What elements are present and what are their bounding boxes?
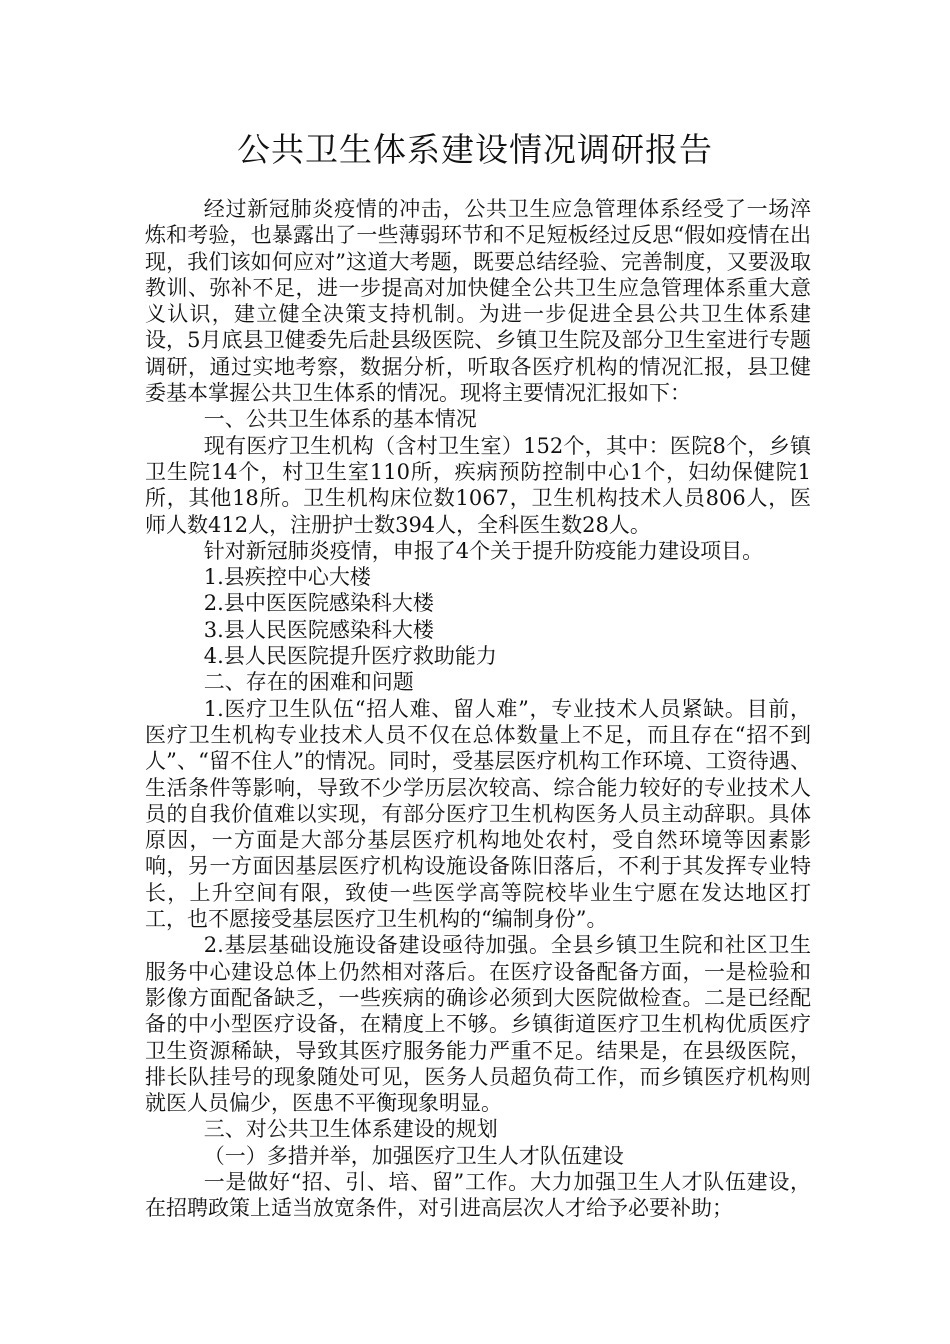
list-item: 3.县人民医院感染科大楼 — [203, 617, 434, 642]
paragraph-problem-2: 2.基层基础设施设备建设亟待加强。全县乡镇卫生院和社区卫生服务中心建设总体上仍然相对落后。在医疗设备配备方面，一是检验和影像方面配备缺乏，一些疾病的确诊必须到大医院做检查。二是已经配备的中小型医疗设备，在精度上不够。乡镇街道医疗卫生机构优质医疗卫生资源稀缺，导致其医疗服务能力严重不足。结果是，在县级医院，排长队挂号的现象随处可见，医务人员超负荷工作，而乡镇医疗机构则就医人员偏少，医患不平衡现象明显。 — [145, 933, 811, 1116]
section-heading-3: 三、对公共卫生体系建设的规划 — [203, 1117, 498, 1142]
paragraph-institutions: 现有医疗卫生机构（含村卫生室）152个，其中：医院8个，乡镇卫生院14个，村卫生室110所，疾病预防控制中心1个，妇幼保健院1所，其他18所。卫生机构床位数1067，卫生机构技术人员806人，医师人数412人，注册护士数394人，全科医生数28人。 — [145, 433, 811, 537]
paragraph-intro: 经过新冠肺炎疫情的冲击，公共卫生应急管理体系经受了一场淬炼和考验，也暴露出了一些薄弱环节和不足短板经过反思“假如疫情在出现，我们该如何应对”这道大考题，既要总结经验、完善制度，又要汲取教训、弥补不足，进一步提高对加快健全公共卫生应急管理体系重大意义认识，建立健全决策支持机制。为进一步促进全县公共卫生体系建设，5月底县卫健委先后赴县级医院、乡镇卫生院及部分卫生室进行专题调研，通过实地考察，数据分析，听取各医疗机构的情况汇报，县卫健委基本掌握公共卫生体系的情况。现将主要情况汇报如下： — [145, 197, 811, 406]
paragraph-plan-1: 一是做好“招、引、培、留”工作。大力加强卫生人才队伍建设，在招聘政策上适当放宽条件，对引进高层次人才给予必要补助； — [145, 1169, 811, 1221]
document-title: 公共卫生体系建设情况调研报告 — [237, 130, 713, 169]
paragraph-problem-1: 1.医疗卫生队伍“招人难、留人难”，专业技术人员紧缺。目前，医疗卫生机构专业技术人员不仅在总体数量上不足，而且存在“招不到人”、“留不住人”的情况。同时，受基层医疗机构工作环境、工资待遇、生活条件等影响，导致不少学历层次较高、综合能力较好的专业技术人员的自我价值难以实现，有部分医疗卫生机构医务人员主动辞职。具体原因，一方面是大部分基层医疗机构地处农村，受自然环境等因素影响，另一方面因基层医疗机构设施设备陈旧落后，不利于其发挥专业特长，上升空间有限，致使一些医学高等院校毕业生宁愿在发达地区打工，也不愿接受基层医疗卫生机构的“编制身份”。 — [145, 696, 811, 932]
list-item: 2.县中医医院感染科大楼 — [203, 591, 434, 616]
section-heading-1: 一、公共卫生体系的基本情况 — [203, 407, 477, 432]
list-item: 4.县人民医院提升医疗救助能力 — [203, 644, 497, 669]
list-item: 1.县疾控中心大楼 — [203, 565, 371, 590]
document-body — [145, 196, 811, 1222]
subsection-heading-1: （一）多措并举，加强医疗卫生人才队伍建设 — [203, 1143, 624, 1168]
paragraph-projects: 针对新冠肺炎疫情，申报了4个关于提升防疫能力建设项目。 — [203, 538, 764, 563]
section-heading-2: 二、存在的困难和问题 — [203, 670, 414, 695]
